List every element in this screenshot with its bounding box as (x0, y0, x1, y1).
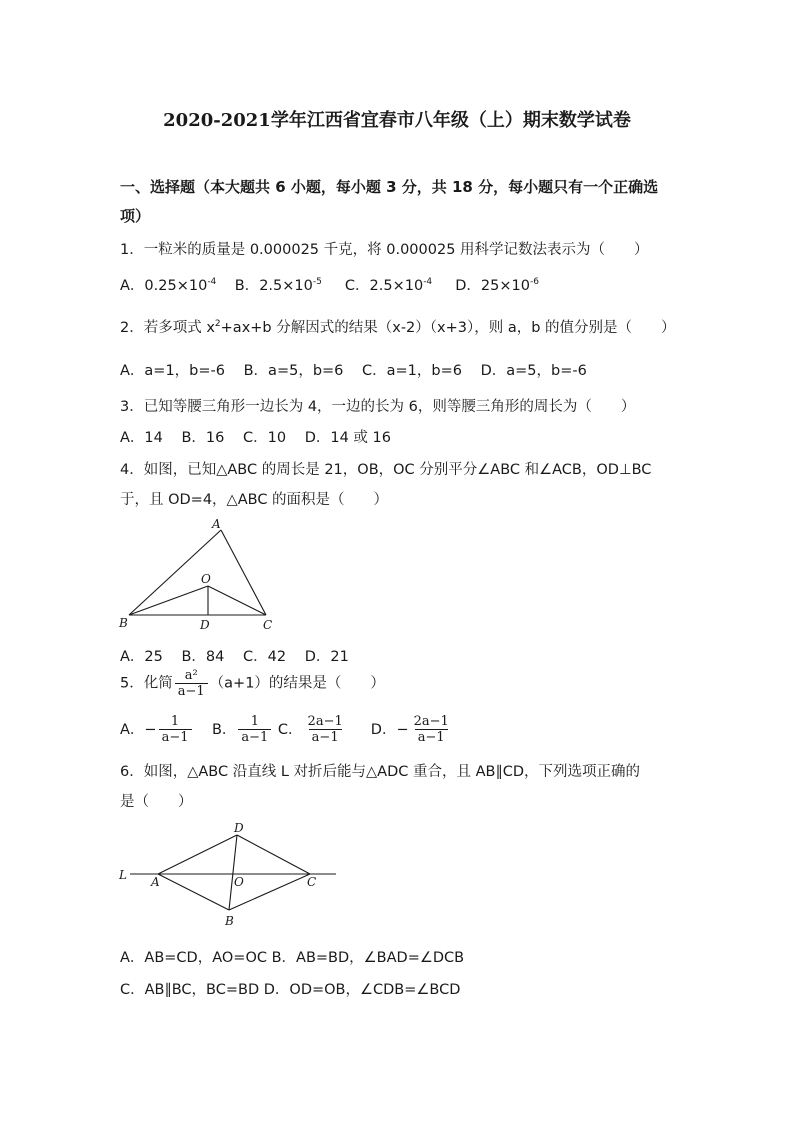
q3-option-a[interactable]: A．14 (120, 430, 163, 446)
question-6-options-line1[interactable]: A．AB=CD，AO=OC B．AB=BD，∠BAD=∠DCB (120, 950, 465, 966)
label-d: D (234, 821, 244, 835)
q5-fraction: $\frac{\text{a²}}{a-1}$ (175, 668, 208, 699)
page-title: 2020-2021学年江西省宜春市八年级（上）期末数学试卷 (163, 110, 631, 131)
label-d: D (200, 618, 210, 632)
label-c: C (263, 618, 273, 632)
q3-option-d[interactable]: D．14 或 16 (304, 430, 391, 446)
q5-option-b[interactable]: B． $\frac{1}{a-1}$ (212, 722, 273, 738)
label-b: B (119, 616, 128, 630)
q1-option-d[interactable]: D．$25\times 10^{-6}$ (455, 277, 539, 294)
question-4-stem: 4．如图，已知△ABC 的周长是 21，OB，OC 分别平分∠ABC 和∠ACB，OD⊥BC (120, 462, 652, 478)
label-o: O (234, 875, 244, 889)
q2-option-d[interactable]: D．a=5，b=-6 (480, 363, 587, 379)
q4-option-b[interactable]: B．84 (181, 649, 225, 665)
q3-option-c[interactable]: C．10 (243, 430, 287, 446)
section-heading: 一、选择题（本大题共 6 小题，每小题 3 分，共 18 分，每小题只有一个正确选 (120, 178, 659, 196)
label-a: A (151, 875, 160, 889)
label-l: L (119, 868, 127, 882)
question-5-stem: 5．化简 $\frac{\text{a²}}{a-1}$ （a+1）的结果是（ ） (120, 668, 385, 699)
question-6-options-line2[interactable]: C．AB∥BC，BC=BD D．OD=OB，∠CDB=∠BCD (120, 982, 461, 998)
q1-option-c[interactable]: C．$2.5\times 10^{-4}$ (344, 277, 433, 294)
q2-option-b[interactable]: B．a=5，b=6 (243, 363, 344, 379)
question-4-stem-cont: 于，且 OD=4，△ABC 的面积是（ ） (120, 492, 389, 508)
q5-option-a[interactable]: A．− $\frac{1}{a-1}$ (120, 722, 194, 738)
question-6-stem: 6．如图，△ABC 沿直线 L 对折后能与△ADC 重合，且 AB∥CD，下列选项正确的 (120, 764, 641, 780)
segment-dc (237, 835, 310, 874)
q4-option-a[interactable]: A．25 (120, 649, 163, 665)
question-3-stem: 3．已知等腰三角形一边长为 4，一边的长为 6，则等腰三角形的周长为（ ） (120, 399, 636, 415)
q1-option-b[interactable]: B．$2.5\times 10^{-5}$ (234, 277, 322, 294)
q2-option-c[interactable]: C．a=1，b=6 (362, 363, 462, 379)
q5-option-c[interactable]: C． $\frac{2a-1}{a-1}$ (277, 714, 343, 745)
q4-option-c[interactable]: C．42 (243, 649, 287, 665)
label-b: B (225, 914, 234, 928)
segment-ad (158, 835, 237, 874)
question-6-stem-cont: 是（ ） (120, 794, 193, 810)
question-2-stem: 2．若多项式 $x^2+ax+b$ 分解因式的结果（x-2）（x+3），则 a，b 的值分别是（ ） (120, 319, 676, 336)
label-c: C (307, 875, 317, 889)
q2-option-a[interactable]: A．a=1，b=-6 (120, 363, 225, 379)
q1-option-a[interactable]: A．$0.25\times 10^{-4}$ (120, 277, 217, 294)
question-1-stem: 1．一粒米的质量是 0.000025 千克，将 0.000025 用科学记数法表示为（ ） (120, 242, 649, 258)
q3-option-b[interactable]: B．16 (181, 430, 225, 446)
section-heading-cont: 项） (120, 207, 151, 225)
label-a: A (212, 517, 221, 531)
segment-ab (158, 874, 229, 910)
q4-option-d[interactable]: D．21 (304, 649, 349, 665)
label-o: O (201, 572, 211, 586)
q5-option-d[interactable]: D．− $\frac{2a-1}{a-1}$ (370, 714, 449, 745)
segment-db (229, 835, 237, 910)
